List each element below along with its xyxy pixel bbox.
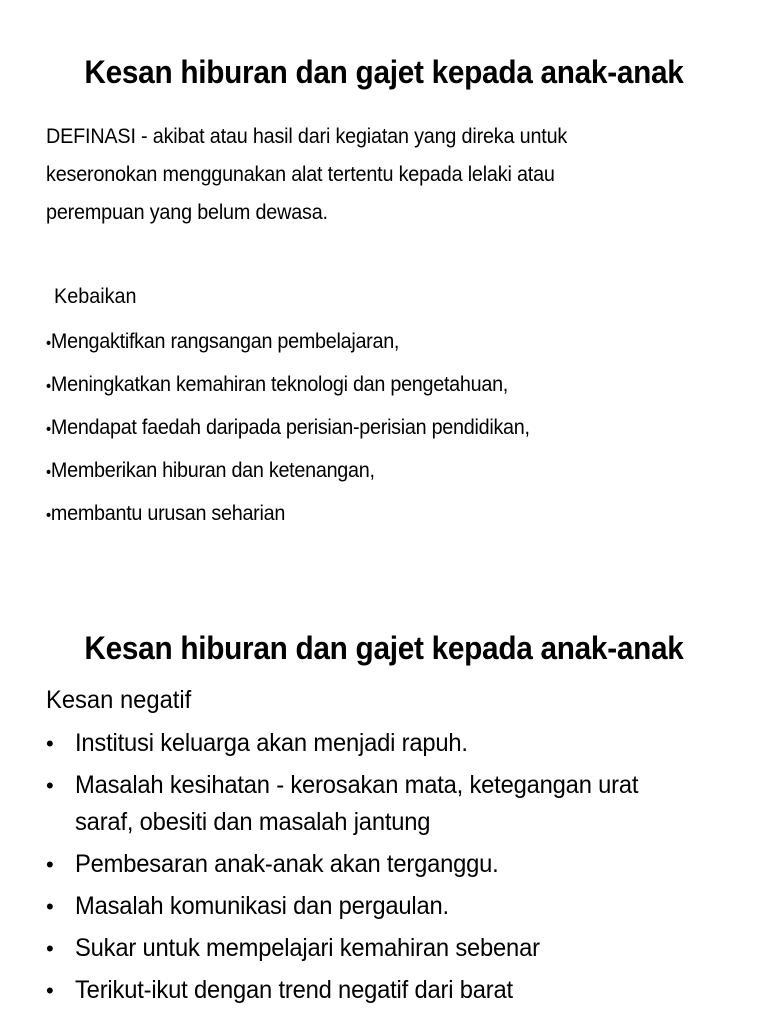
list-item [46, 500, 530, 543]
definition-paragraph [46, 117, 635, 231]
kebaikan-list [46, 328, 572, 543]
list-item [46, 930, 726, 967]
list-item-text: Sukar untuk mempelajari kemahiran sebenar [75, 934, 540, 962]
list-item-text: Institusi keluarga akan menjadi rapuh. [75, 729, 468, 757]
list-item-text: Mengaktifkan rangsangan pembelajaran, [50, 329, 400, 353]
bullet-icon: • [46, 507, 51, 524]
list-item-text: Terikut-ikut dengan trend negatif dari barat [75, 976, 513, 1004]
slide1-title: Kesan hiburan dan gajet kepada anak-anak [84, 54, 684, 90]
bullet-icon: • [46, 936, 54, 961]
negatif-heading: Kesan negatif [46, 686, 192, 714]
list-item-text: Mendapat faedah daripada perisian-perisian pendidikan, [50, 415, 530, 439]
definition-line: keseronokan menggunakan alat tertentu kepada lelaki atau [46, 162, 555, 186]
list-item [46, 457, 530, 500]
list-item [46, 846, 726, 883]
list-item-text: Memberikan hiburan dan ketenangan, [50, 458, 375, 482]
list-item-text: Masalah komunikasi dan pergaulan. [75, 892, 449, 920]
list-item-text: Meningkatkan kemahiran teknologi dan pengetahuan, [50, 372, 509, 396]
bullet-icon: • [46, 421, 51, 438]
list-item [46, 767, 726, 841]
list-item [46, 972, 726, 1009]
list-item-line: Masalah kesihatan - kerosakan mata, ketegangan urat [75, 771, 639, 799]
bullet-icon: • [46, 464, 51, 481]
list-item [46, 414, 530, 457]
bullet-icon: • [46, 378, 51, 395]
bullet-icon: • [46, 731, 54, 756]
list-item-text: Pembesaran anak-anak akan terganggu. [75, 850, 499, 878]
list-item-line: saraf, obesiti dan masalah jantung [75, 808, 431, 836]
slide2-title: Kesan hiburan dan gajet kepada anak-anak [84, 630, 684, 666]
definition-line: perempuan yang belum dewasa. [46, 200, 328, 224]
definition-line: DEFINASI - akibat atau hasil dari kegiatan yang direka untuk [46, 124, 568, 148]
bullet-icon: • [46, 978, 54, 1003]
list-item [46, 371, 530, 414]
list-item [46, 328, 530, 371]
list-item-text: membantu urusan seharian [50, 501, 286, 525]
bullet-icon: • [46, 852, 54, 877]
bullet-icon: • [46, 894, 54, 919]
list-item [46, 725, 726, 762]
list-item [46, 888, 726, 925]
list-item-text [75, 767, 702, 841]
kebaikan-heading: Kebaikan [54, 284, 137, 308]
bullet-icon: • [46, 335, 51, 352]
negatif-list [46, 725, 726, 1014]
bullet-icon: • [46, 773, 54, 798]
